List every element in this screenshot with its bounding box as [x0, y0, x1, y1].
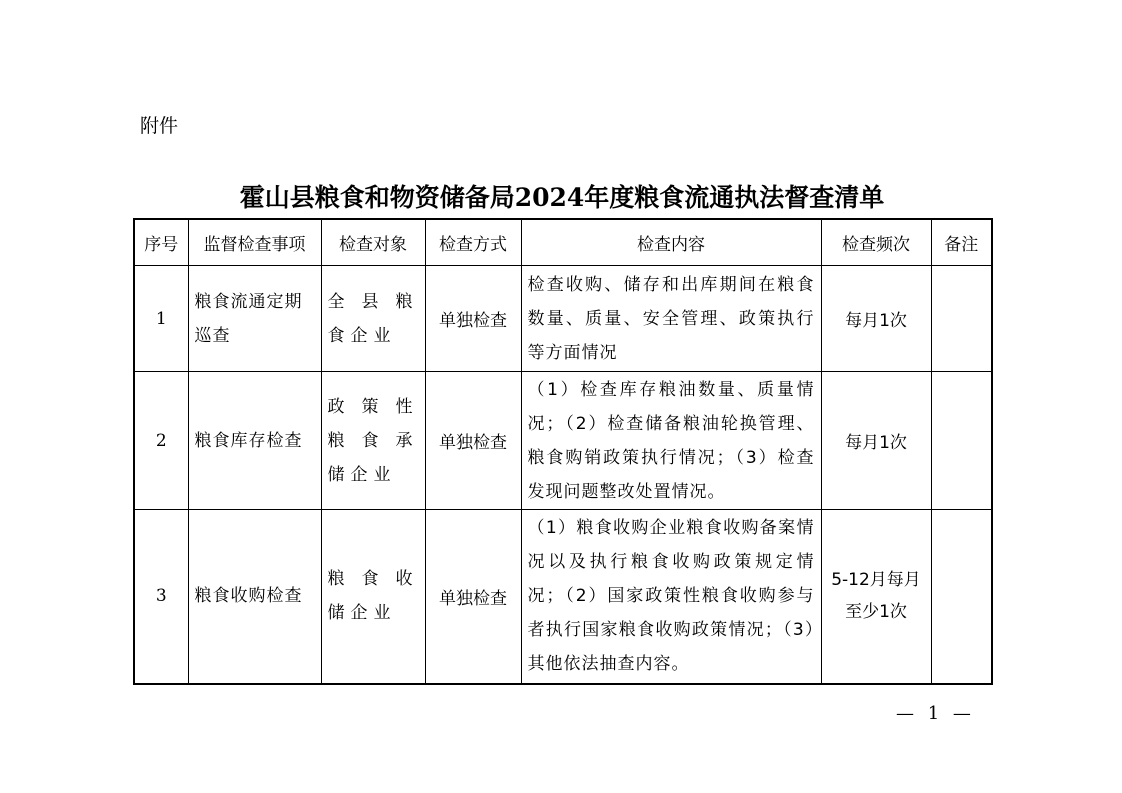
- row-item: 粮食流通定期巡查: [188, 266, 321, 372]
- header-content: 检查内容: [521, 219, 821, 266]
- row-content: （1）粮食收购企业粮食收购备案情况以及执行粮食收购政策规定情况；（2）国家政策性粮食收购参与者执行国家粮食收购政策情况；（3）其他依法抽查内容。: [521, 510, 821, 684]
- row-frequency: 每月1次: [821, 266, 931, 372]
- row-method: 单独检查: [425, 510, 521, 684]
- page-number: — 1 —: [896, 703, 975, 724]
- header-frequency: 检查频次: [821, 219, 931, 266]
- row-item: 粮食库存检查: [188, 372, 321, 510]
- row-content: 检查收购、储存和出库期间在粮食数量、质量、安全管理、政策执行等方面情况: [521, 266, 821, 372]
- table-row: [134, 372, 992, 510]
- row-target: 粮食收储企业: [321, 510, 425, 684]
- table-header-row: [134, 219, 992, 266]
- row-target: 全县粮食企业: [321, 266, 425, 372]
- document-title: 霍山县粮食和物资储备局2024年度粮食流通执法督查清单: [239, 183, 885, 212]
- header-method: 检查方式: [425, 219, 521, 266]
- row-no: 1: [134, 266, 188, 372]
- row-frequency: 5-12月每月至少1次: [821, 510, 931, 684]
- attachment-label: 附件: [140, 115, 179, 137]
- row-remark: [931, 372, 992, 510]
- header-no: 序号: [134, 219, 188, 266]
- header-target: 检查对象: [321, 219, 425, 266]
- row-method: 单独检查: [425, 372, 521, 510]
- table-row: [134, 266, 992, 372]
- row-no: 3: [134, 510, 188, 684]
- row-method: 单独检查: [425, 266, 521, 372]
- row-remark: [931, 510, 992, 684]
- row-target: 政策性粮食承储企业: [321, 372, 425, 510]
- table-row: [134, 510, 992, 684]
- row-content: （1）检查库存粮油数量、质量情况；（2）检查储备粮油轮换管理、粮食购销政策执行情况；（3）检查发现问题整改处置情况。: [521, 372, 821, 510]
- header-item: 监督检查事项: [188, 219, 321, 266]
- inspection-list-table: [133, 218, 993, 685]
- row-remark: [931, 266, 992, 372]
- row-item: 粮食收购检查: [188, 510, 321, 684]
- row-no: 2: [134, 372, 188, 510]
- header-remark: 备注: [931, 219, 992, 266]
- row-frequency: 每月1次: [821, 372, 931, 510]
